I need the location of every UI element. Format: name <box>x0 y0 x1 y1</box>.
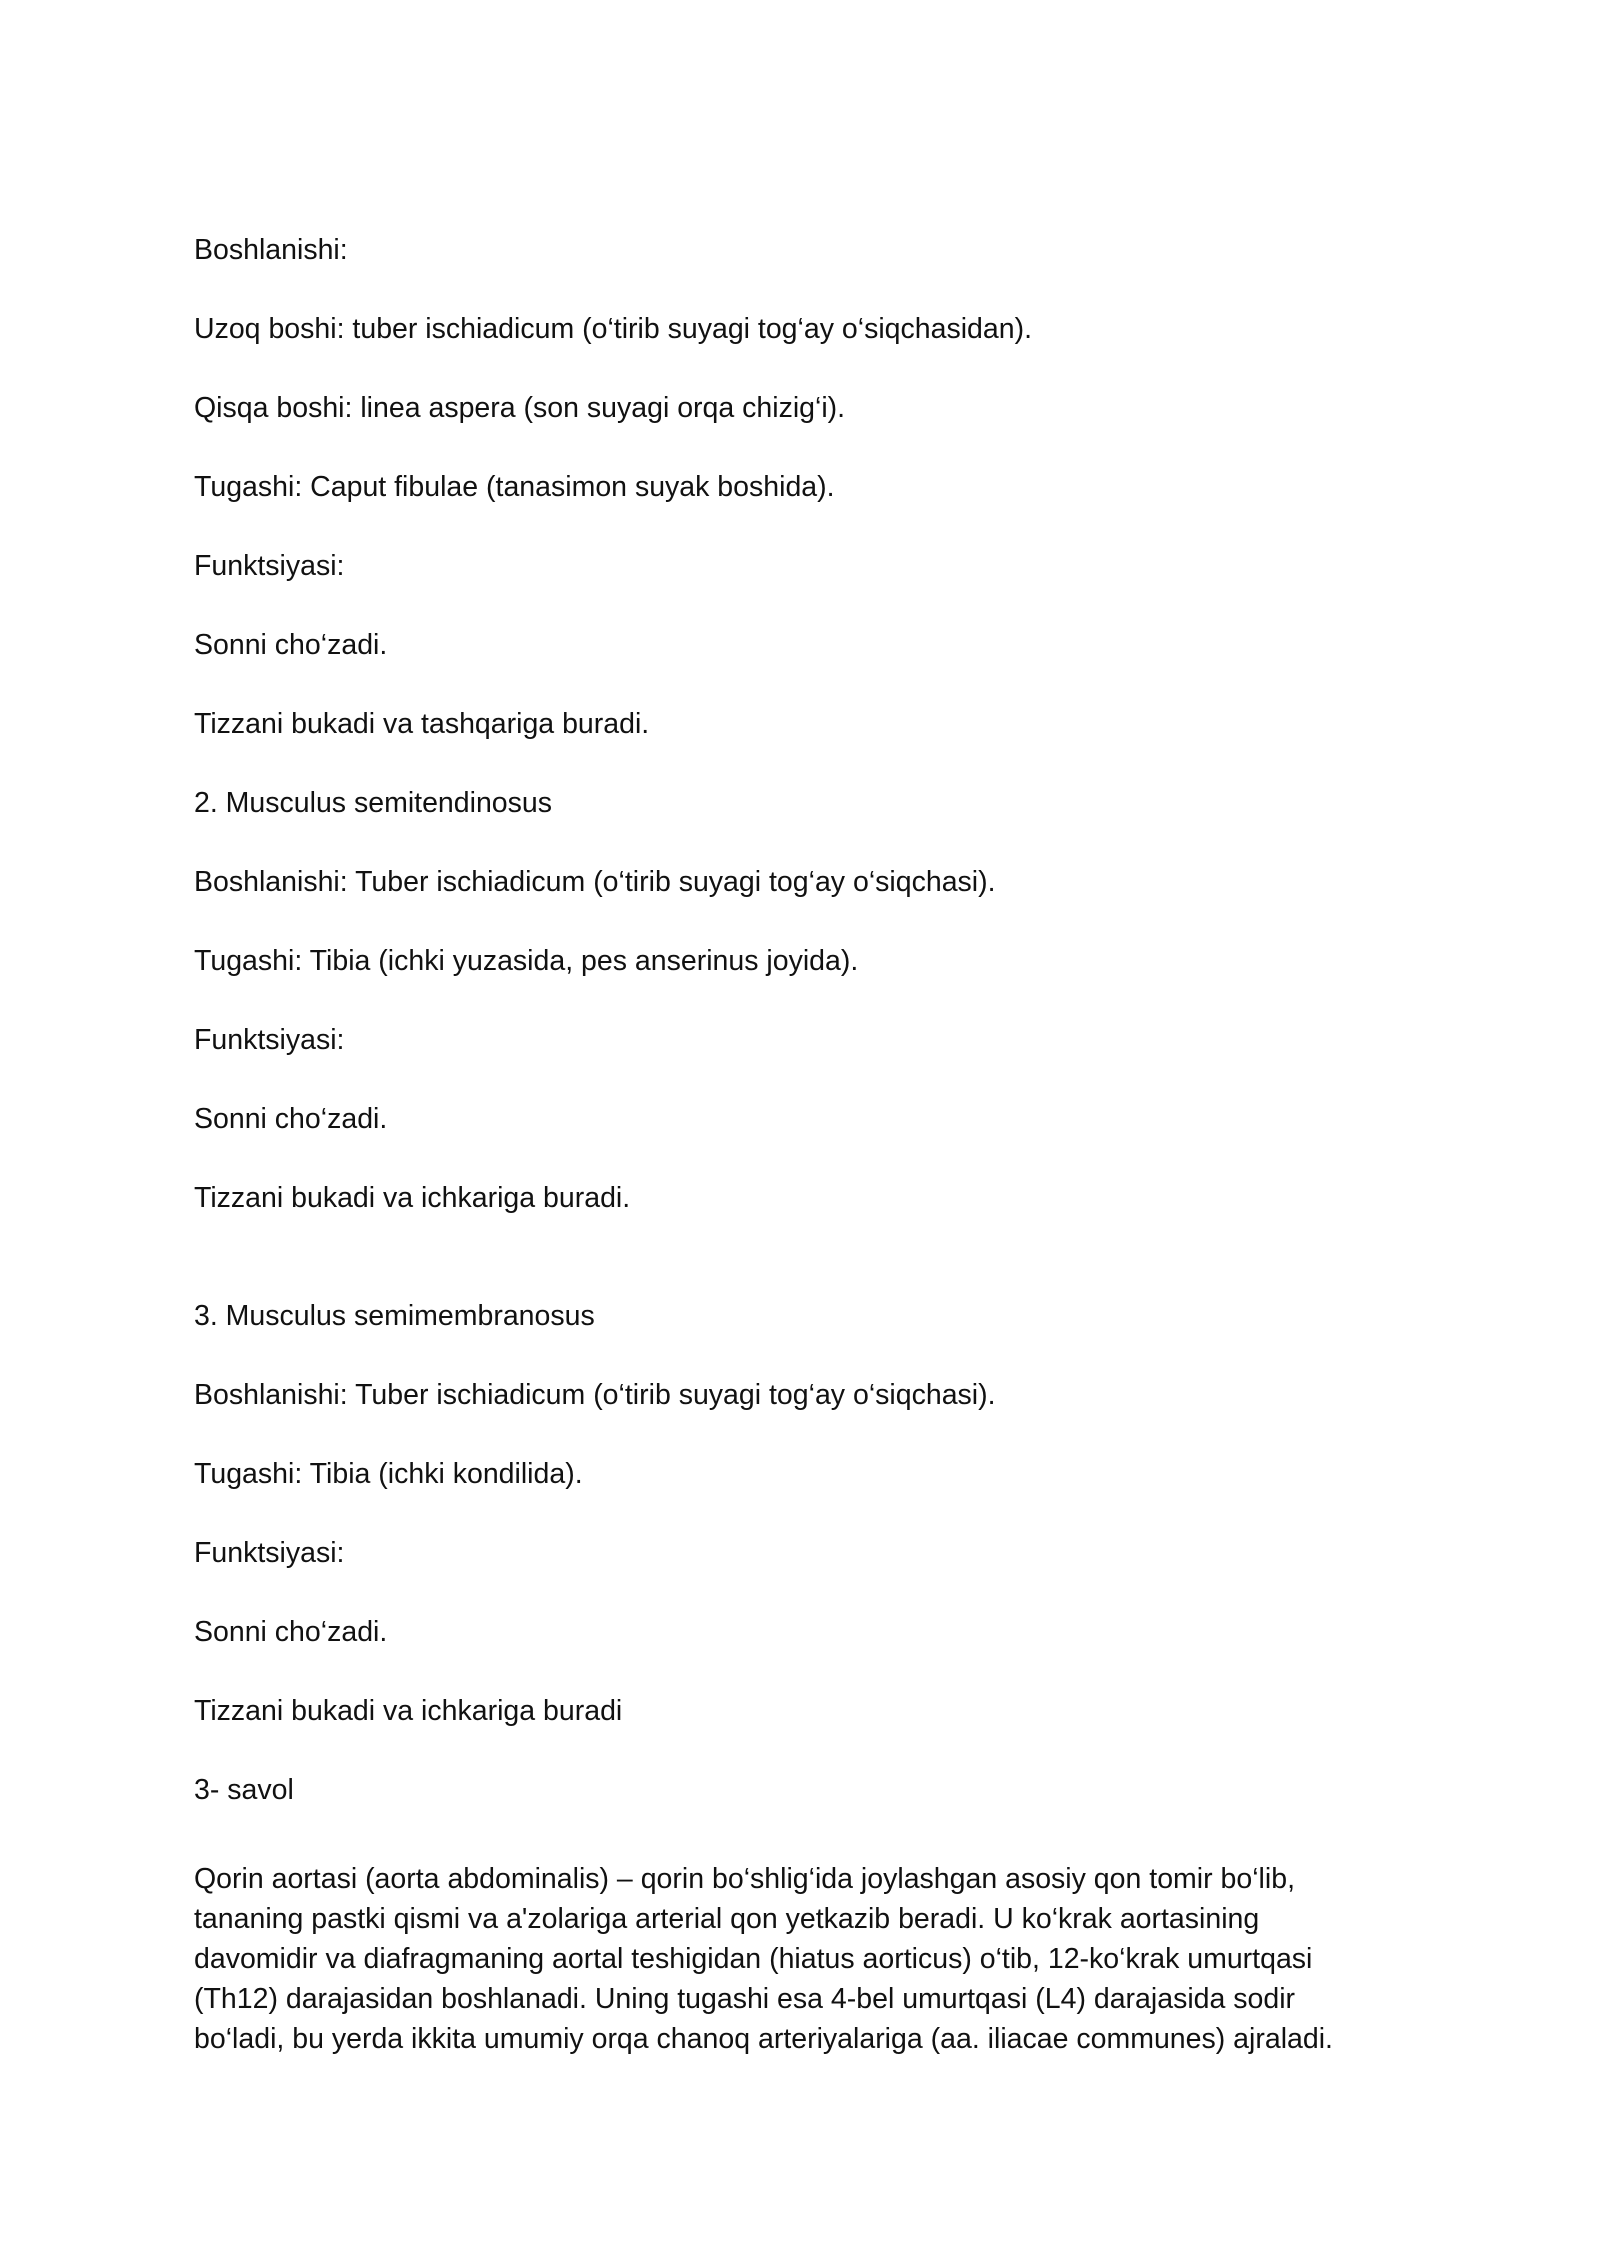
text-line-tugashi-semitendinosus: Tugashi: Tibia (ichki yuzasida, pes anserinus joyida). <box>194 945 859 977</box>
paragraph-line: tananing pastki qismi va a'zolariga arterial qon yetkazib beradi. U ko‘krak aortasining <box>194 1903 1260 1935</box>
text-line-qisqa-boshi: Qisqa boshi: linea aspera (son suyagi orqa chizig‘i). <box>194 392 846 424</box>
text-line-boshlanishi-semitendinosus: Boshlanishi: Tuber ischiadicum (o‘tirib suyagi tog‘ay o‘siqchasi). <box>194 866 996 898</box>
document-body <box>194 230 1414 2059</box>
text-line-funktsiyasi-semimembranosus: Funktsiyasi: <box>194 1537 345 1569</box>
text-line-tugashi: Tugashi: Caput fibulae (tanasimon suyak boshida). <box>194 471 835 503</box>
text-line-funktsiyasi: Funktsiyasi: <box>194 550 345 582</box>
text-line-boshlanishi-semimembranosus: Boshlanishi: Tuber ischiadicum (o‘tirib suyagi tog‘ay o‘siqchasi). <box>194 1379 996 1411</box>
paragraph-line: davomidir va diafragmaning aortal teshigidan (hiatus aorticus) o‘tib, 12-ko‘krak umurtqasi <box>194 1943 1313 1975</box>
text-line-funktsiyasi-semitendinosus: Funktsiyasi: <box>194 1024 345 1056</box>
text-line-sonni-chozadi-semitendinosus: Sonni cho‘zadi. <box>194 1103 388 1135</box>
text-line-sonni-chozadi: Sonni cho‘zadi. <box>194 629 388 661</box>
text-line-tizzani-ichkariga-semimembranosus: Tizzani bukadi va ichkariga buradi <box>194 1695 623 1727</box>
paragraph-line: (Th12) darajasidan boshlanadi. Uning tugashi esa 4-bel umurtqasi (L4) darajasida sodir <box>194 1983 1296 2015</box>
text-line-uzoq-boshi: Uzoq boshi: tuber ischiadicum (o‘tirib suyagi tog‘ay o‘siqchasidan). <box>194 313 1032 345</box>
section-heading-semitendinosus: 2. Musculus semitendinosus <box>194 787 553 819</box>
section-heading-semimembranosus: 3. Musculus semimembranosus <box>194 1300 595 1332</box>
text-line-boshlanishi-heading: Boshlanishi: <box>194 234 348 266</box>
text-line-tizzani-tashqariga: Tizzani bukadi va tashqariga buradi. <box>194 708 650 740</box>
paragraph-line: bo‘ladi, bu yerda ikkita umumiy orqa chanoq arteriyalariga (aa. iliacae communes) ajraladi. <box>194 2023 1333 2055</box>
section-heading-3-savol: 3- savol <box>194 1774 294 1806</box>
text-line-sonni-chozadi-semimembranosus: Sonni cho‘zadi. <box>194 1616 388 1648</box>
paragraph-qorin-aortasi <box>194 1859 1414 2059</box>
text-line-tugashi-semimembranosus: Tugashi: Tibia (ichki kondilida). <box>194 1458 583 1490</box>
text-line-tizzani-ichkariga-semitendinosus: Tizzani bukadi va ichkariga buradi. <box>194 1182 631 1214</box>
paragraph-line: Qorin aortasi (aorta abdominalis) – qorin bo‘shlig‘ida joylashgan asosiy qon tomir bo‘lib, <box>194 1863 1295 1895</box>
